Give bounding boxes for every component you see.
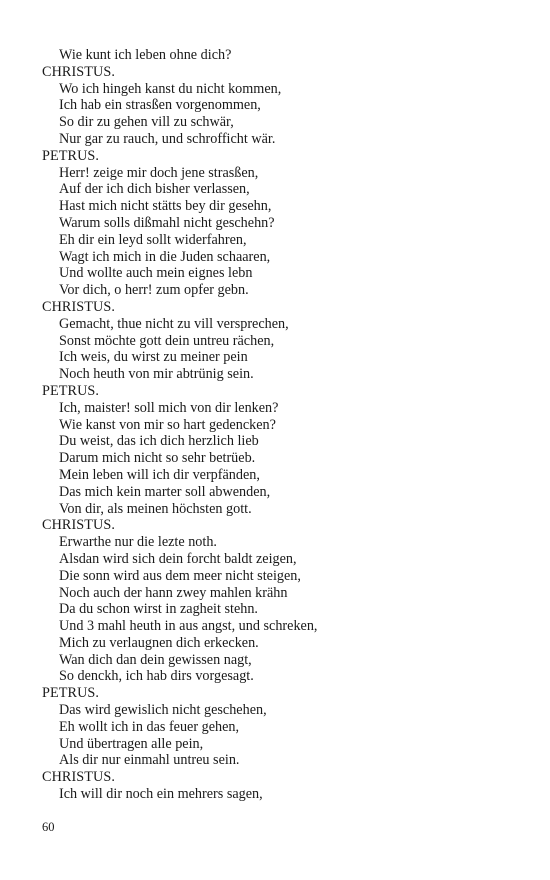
verse-line: Wan dich dan dein gewissen nagt, <box>59 651 252 668</box>
verse-line: Vor dich, o herr! zum opfer gebn. <box>59 282 249 299</box>
verse-line: Hast mich nicht stätts bey dir gesehn, <box>59 198 272 215</box>
verse-line: Ich hab ein strasßen vorgenommen, <box>59 97 261 114</box>
verse-line: Mich zu verlaugnen dich erkecken. <box>59 634 259 651</box>
verse-line: Ich, maister! soll mich von dir lenken? <box>59 399 279 416</box>
speaker-name: PETRUS. <box>42 147 100 164</box>
verse-line: Noch heuth von mir abtrünig sein. <box>59 366 254 383</box>
verse-line: Sonst möchte gott dein untreu rächen, <box>59 332 275 349</box>
verse-line: Ich weis, du wirst zu meiner pein <box>59 349 248 366</box>
verse-line: Gemacht, thue nicht zu vill versprechen, <box>59 315 289 332</box>
verse-line: Ich will dir noch ein mehrers sagen, <box>59 786 263 803</box>
verse-line: Und wollte auch mein eignes lebn <box>59 265 253 282</box>
verse-line: Und übertragen alle pein, <box>59 735 204 752</box>
verse-line: Darum mich nicht so sehr betrüeb. <box>59 450 256 467</box>
verse-line: Wie kunt ich leben ohne dich? <box>59 47 232 63</box>
verse-line: Wo ich hingeh kanst du nicht kommen, <box>59 80 282 97</box>
verse-line: Eh wollt ich in das feuer gehen, <box>59 718 240 735</box>
verse-line: Noch auch der hann zwey mahlen krähn <box>59 584 288 601</box>
verse-line: Die sonn wird aus dem meer nicht steigen, <box>59 567 301 584</box>
verse-line: Mein leben will ich dir verpfänden, <box>59 466 260 483</box>
verse-line: Das mich kein marter soll abwenden, <box>59 483 271 500</box>
speaker-name: CHRISTUS. <box>42 298 116 315</box>
speaker-name: CHRISTUS. <box>42 517 116 534</box>
verse-line: Alsdan wird sich dein forcht baldt zeigen, <box>59 550 297 567</box>
speaker-name: CHRISTUS. <box>42 769 116 786</box>
verse-line: So denckh, ich hab dirs vorgesagt. <box>59 668 254 685</box>
verse-line: Da du schon wirst in zagheit stehn. <box>59 601 258 618</box>
play-text <box>42 47 512 803</box>
speaker-name: PETRUS. <box>42 685 100 702</box>
verse-line: Warum solls dißmahl nicht geschehn? <box>59 214 275 231</box>
verse-line: Wagt ich mich in die Juden schaaren, <box>59 248 271 265</box>
verse-line: Du weist, das ich dich herzlich lieb <box>59 433 259 450</box>
speaker-name: CHRISTUS. <box>42 63 116 80</box>
verse-line: Herr! zeige mir doch jene strasßen, <box>59 164 259 181</box>
verse-line: So dir zu gehen vill zu schwär, <box>59 114 234 131</box>
verse-line: Wie kanst von mir so hart gedencken? <box>59 416 276 433</box>
page-number: 60 <box>42 820 55 834</box>
verse-line: Auf der ich dich bisher verlassen, <box>59 181 250 198</box>
verse-line: Und 3 mahl heuth in aus angst, und schreken, <box>59 618 318 635</box>
verse-line: Eh dir ein leyd sollt widerfahren, <box>59 231 247 248</box>
speaker-name: PETRUS. <box>42 382 100 399</box>
verse-line: Erwarthe nur die lezte noth. <box>59 534 217 551</box>
verse-line: Von dir, als meinen höchsten gott. <box>59 500 252 517</box>
verse-line: Das wird gewislich nicht geschehen, <box>59 702 267 719</box>
verse-line: Als dir nur einmahl untreu sein. <box>59 752 240 769</box>
verse-line: Nur gar zu rauch, und schrofficht wär. <box>59 130 276 147</box>
